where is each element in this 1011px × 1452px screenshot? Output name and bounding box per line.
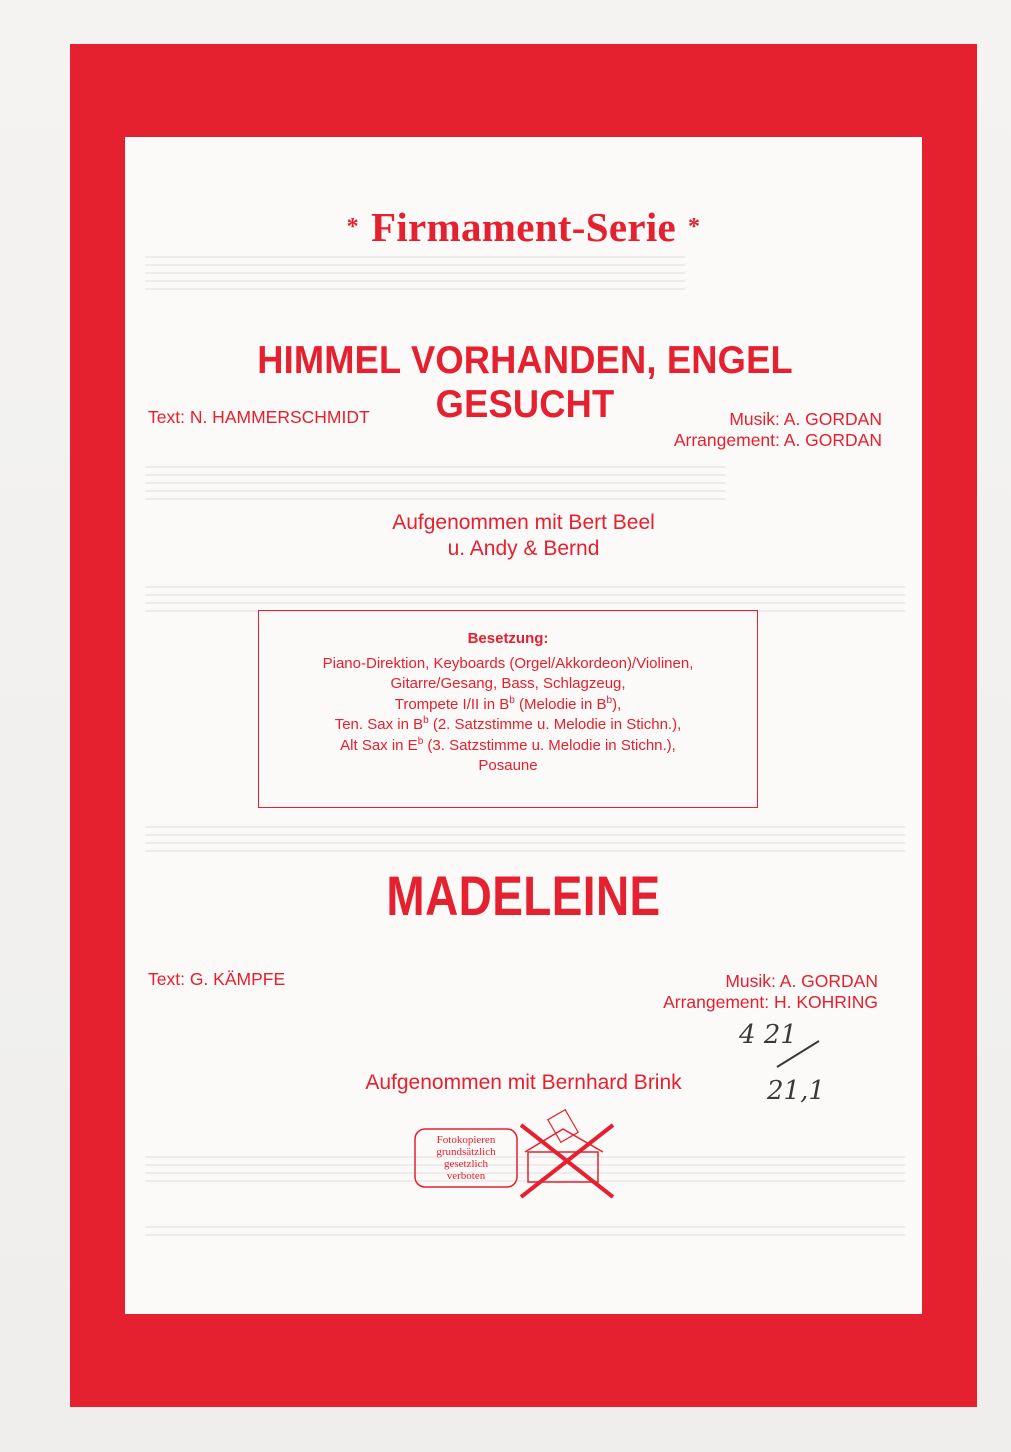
song1-arrangement-credit: Arrangement: A. GORDAN (673, 430, 882, 450)
instrumentation-line: Ten. Sax in $B^b$ (2. Satzstimme u. Melodie in Stichn.), (334, 715, 682, 733)
instrumentation-line: Alt Sax in $E^b$ (3. Satzstimme u. Melodie in Stichn.), (340, 735, 676, 754)
song2-text-credit: Text: G. KÄMPFE (148, 969, 286, 989)
star-left: * (346, 214, 359, 240)
song2-title: MADELEINE (386, 864, 661, 927)
svg-text:verboten: verboten (446, 1170, 486, 1182)
svg-text:Fotokopieren: Fotokopieren (436, 1134, 496, 1146)
song1-recorded-line1: Aufgenommen mit Bert Beel (392, 511, 655, 534)
song1-music-credits (674, 409, 882, 451)
series-title-text: Firmament-Serie (370, 204, 677, 250)
cover-inner-panel (125, 137, 922, 1314)
instrumentation-line: Piano-Direktion, Keyboards (Orgel/Akkordeon)/Violinen, (322, 654, 694, 672)
svg-text:4 21: 4 21 (739, 1020, 797, 1050)
instrumentation-line: Posaune (478, 757, 538, 774)
no-photocopy-stamp (413, 1107, 623, 1202)
instrumentation-heading: Besetzung: (467, 630, 549, 647)
song2-arrangement-credit: Arrangement: H. KOHRING (663, 992, 878, 1012)
instrumentation-box (258, 610, 758, 808)
song1-title: HIMMEL VORHANDEN, ENGEL GESUCHT (257, 339, 793, 426)
song1-music-credit: Musik: A. GORDAN (729, 409, 882, 429)
instrumentation-line: Gitarre/Gesang, Bass, Schlagzeug, (390, 675, 626, 692)
song1-recorded-line2: u. Andy & Bernd (447, 537, 600, 560)
song2-music-credit: Musik: A. GORDAN (725, 971, 878, 991)
svg-text:21,1: 21,1 (767, 1076, 825, 1106)
instrumentation-line: Trompete I/II in $B^b$ (Melodie in $B^b$), (394, 694, 622, 713)
song1-text-credit: Text: N. HAMMERSCHMIDT (148, 407, 370, 427)
svg-text:gesetzlich: gesetzlich (444, 1158, 488, 1170)
song2-recorded-line: Aufgenommen mit Bernhard Brink (365, 1071, 682, 1094)
song1-recording-note (125, 510, 922, 562)
series-title (125, 203, 922, 251)
handwritten-note (737, 1007, 857, 1117)
svg-text:grundsätzlich: grundsätzlich (436, 1146, 496, 1158)
star-right: * (688, 214, 701, 240)
